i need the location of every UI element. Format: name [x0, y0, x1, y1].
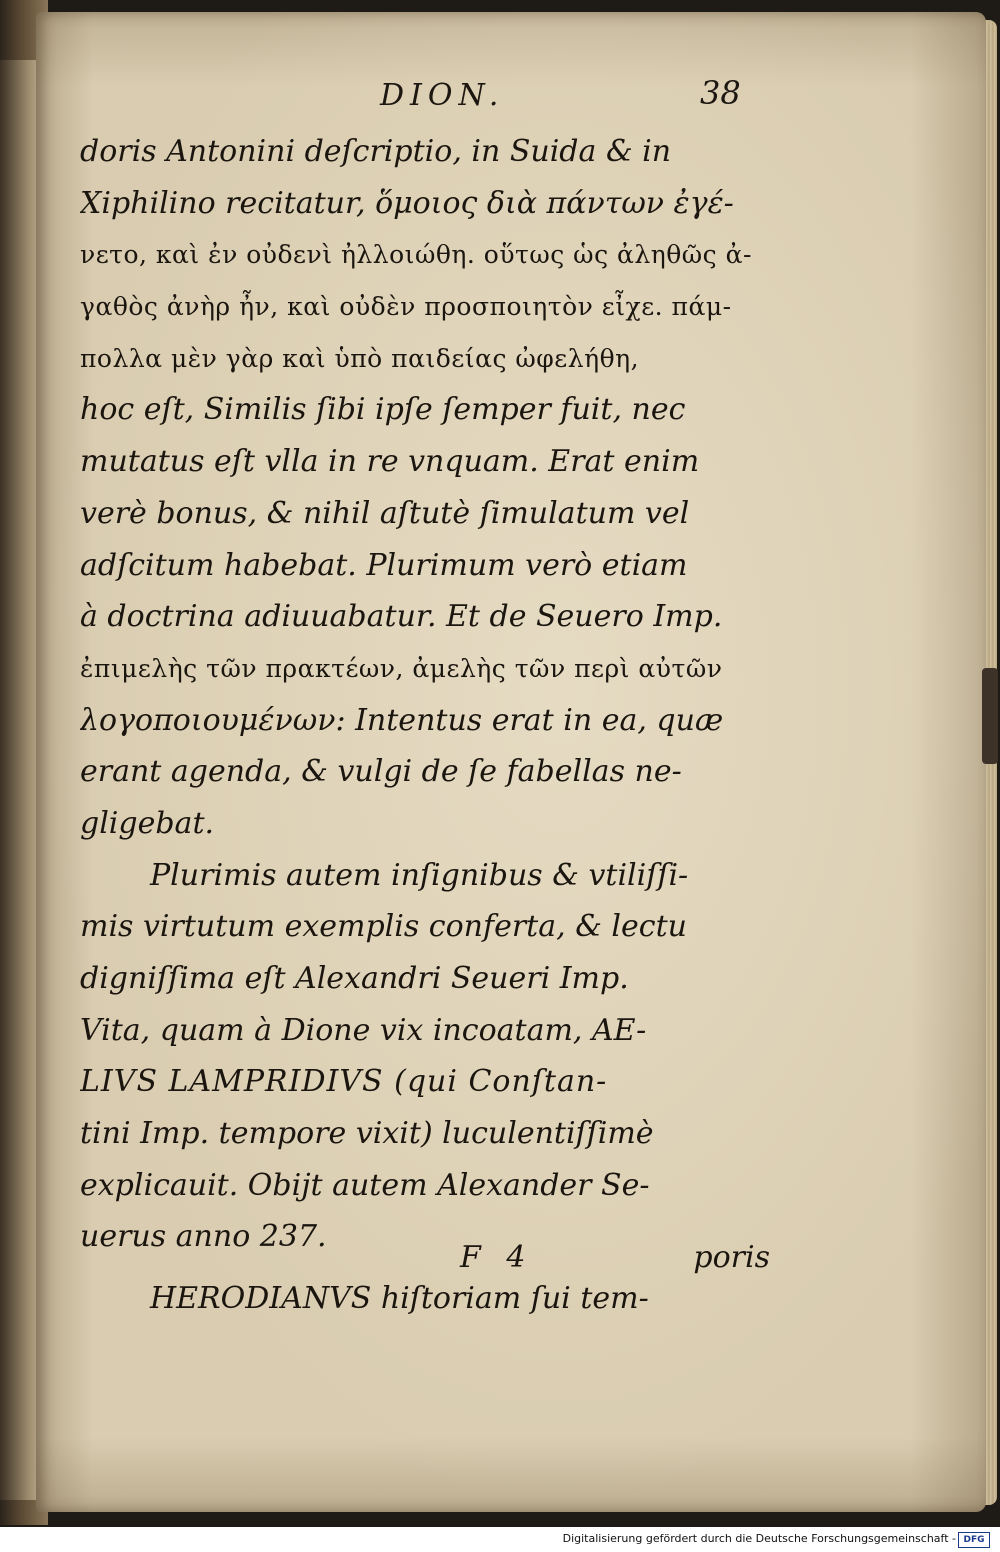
text-line: doris Antonini deſcriptio, in Suida & in — [80, 134, 672, 169]
text-line: Xiphilino recitatur, ὅμοιος διὰ πάντων ἐγέ- — [80, 185, 734, 221]
funding-credit: Digitalisierung gefördert durch die Deutsche Forschungsgemeinschaft - — [562, 1532, 956, 1545]
text-line: adſcitum habebat. Plurimum verò etiam — [80, 547, 688, 583]
page-header — [80, 74, 770, 128]
signature-mark: F 4 — [460, 1240, 534, 1275]
greek-text-line: νετο, καὶ ἐν οὐδενὶ ἠλλοιώθη. οὕτως ὡς ἀληθῶς ἀ- — [80, 240, 752, 270]
paragraph-start-line: HERODIANVS hiſtoriam ſui tem- — [150, 1281, 649, 1317]
text-line: gligebat. — [80, 805, 215, 841]
text-line: erant agenda, & vulgi de ſe fabellas ne- — [80, 754, 682, 790]
text-line: digniſſima eſt Alexandri Seueri Imp. — [80, 961, 629, 996]
paragraph-start-line: Plurimis autem inſignibus & vtiliſſi- — [150, 857, 689, 893]
text-line: mis virtutum exemplis conferta, & lectu — [80, 909, 687, 945]
digitization-footer — [0, 1527, 1000, 1552]
text-line: uerus anno 237. — [80, 1219, 327, 1255]
text-line: verè bonus, & nihil aſtutè ſimulatum vel — [80, 495, 690, 531]
text-line: à doctrina adiuuabatur. Et de Seuero Imp. — [80, 599, 723, 635]
text-line: mutatus eſt vlla in re vnquam. Erat enim — [80, 444, 700, 480]
facing-page-edge — [0, 60, 40, 1500]
text-line: LIVS LAMPRIDIVS (qui Conſtan- — [80, 1064, 608, 1100]
dfg-logo: DFG — [958, 1532, 990, 1548]
catchword: poris — [693, 1240, 770, 1275]
text-line: explicauit. Obijt autem Alexander Se- — [80, 1167, 650, 1203]
text-line: tini Imp. tempore vixit) luculentiſſimè — [80, 1116, 654, 1152]
running-head: DION. — [380, 78, 505, 113]
page-foot — [80, 1240, 770, 1290]
page-number: 38 — [700, 74, 741, 112]
greek-text-line: πολλα μὲν γὰρ καὶ ὑπὸ παιδείας ὠφελήθη, — [80, 343, 640, 373]
body-text — [80, 126, 770, 1325]
greek-text-line: γαθὸς ἀνὴρ ἦν, καὶ οὐδὲν προσποιητὸν εἶχε. πάμ- — [80, 292, 732, 322]
text-line: Vita, quam à Dione vix incoatam, AE- — [80, 1012, 647, 1048]
page-tab-marker — [982, 668, 998, 764]
text-line: λογοποιουμένων: Intentus erat in ea, quæ — [80, 702, 724, 738]
greek-text-line: ἐπιμελὴς τῶν πρακτέων, ἀμελὴς τῶν περὶ αὐτῶν — [80, 653, 723, 683]
text-line: hoc eſt, Similis ſibi ipſe ſemper fuit, nec — [80, 392, 686, 428]
